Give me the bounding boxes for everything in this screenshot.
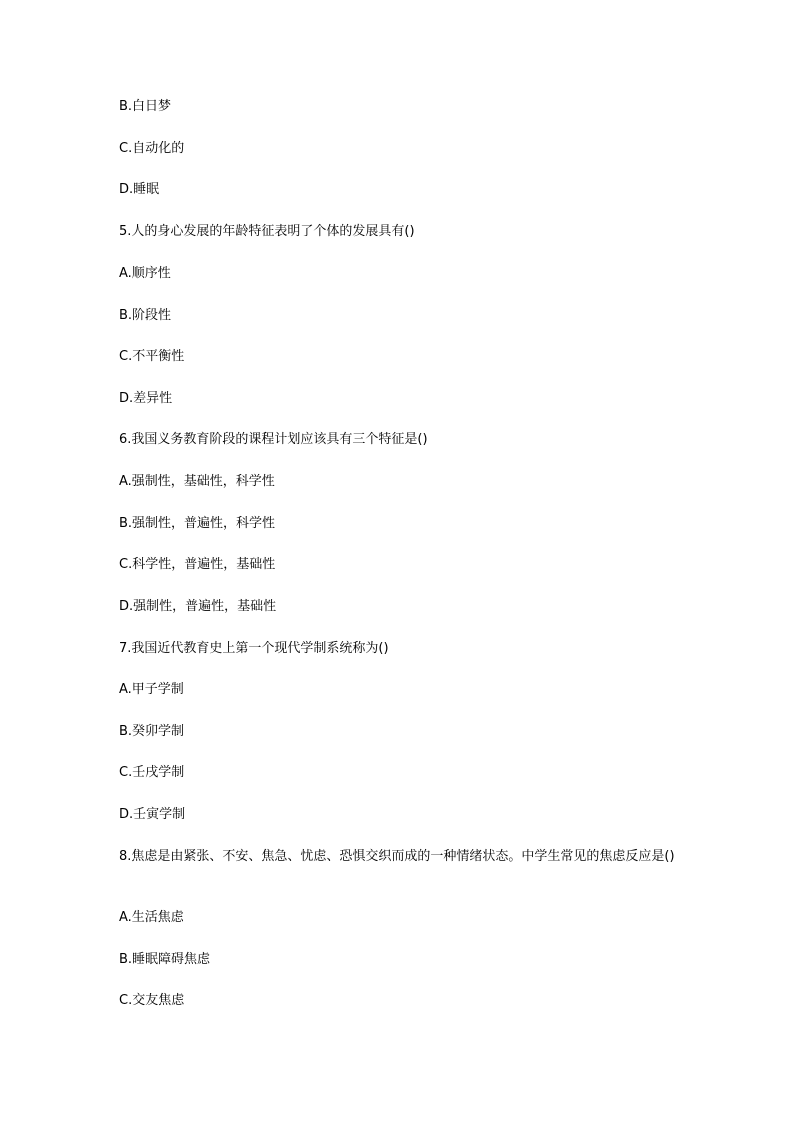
option-a-q6: A.强制性，基础性，科学性: [119, 474, 275, 489]
question-6: 6.我国义务教育阶段的课程计划应该具有三个特征是(): [119, 432, 428, 447]
option-c-q7: C.壬戌学制: [119, 765, 185, 780]
option-b-q6: B.强制性，普遍性，科学性: [119, 516, 276, 531]
option-c-q6: C.科学性，普遍性，基础性: [119, 557, 276, 572]
option-b-q8: B.睡眠障碍焦虑: [119, 952, 211, 967]
option-d-q5: D.差异性: [119, 391, 173, 406]
option-c-q4: C.自动化的: [119, 141, 185, 156]
question-5: 5.人的身心发展的年龄特征表明了个体的发展具有(): [119, 224, 415, 239]
question-8: 8.焦虑是由紧张、不安、焦急、忧虑、恐惧交织而成的一种情绪状态。中学生常见的焦虑反应是(): [119, 849, 675, 864]
option-d-q7: D.壬寅学制: [119, 807, 186, 822]
option-a-q5: A.顺序性: [119, 266, 171, 281]
option-d-q4: D.睡眠: [119, 182, 160, 197]
option-b-q7: B.癸卯学制: [119, 724, 185, 739]
option-d-q6: D.强制性，普遍性，基础性: [119, 599, 277, 614]
option-c-q5: C.不平衡性: [119, 349, 185, 364]
option-b-q4: B.白日梦: [119, 99, 172, 114]
option-a-q7: A.甲子学制: [119, 682, 184, 697]
option-c-q8: C.交友焦虑: [119, 993, 185, 1008]
option-a-q8: A.生活焦虑: [119, 910, 184, 925]
option-b-q5: B.阶段性: [119, 308, 172, 323]
question-7: 7.我国近代教育史上第一个现代学制系统称为(): [119, 641, 389, 656]
